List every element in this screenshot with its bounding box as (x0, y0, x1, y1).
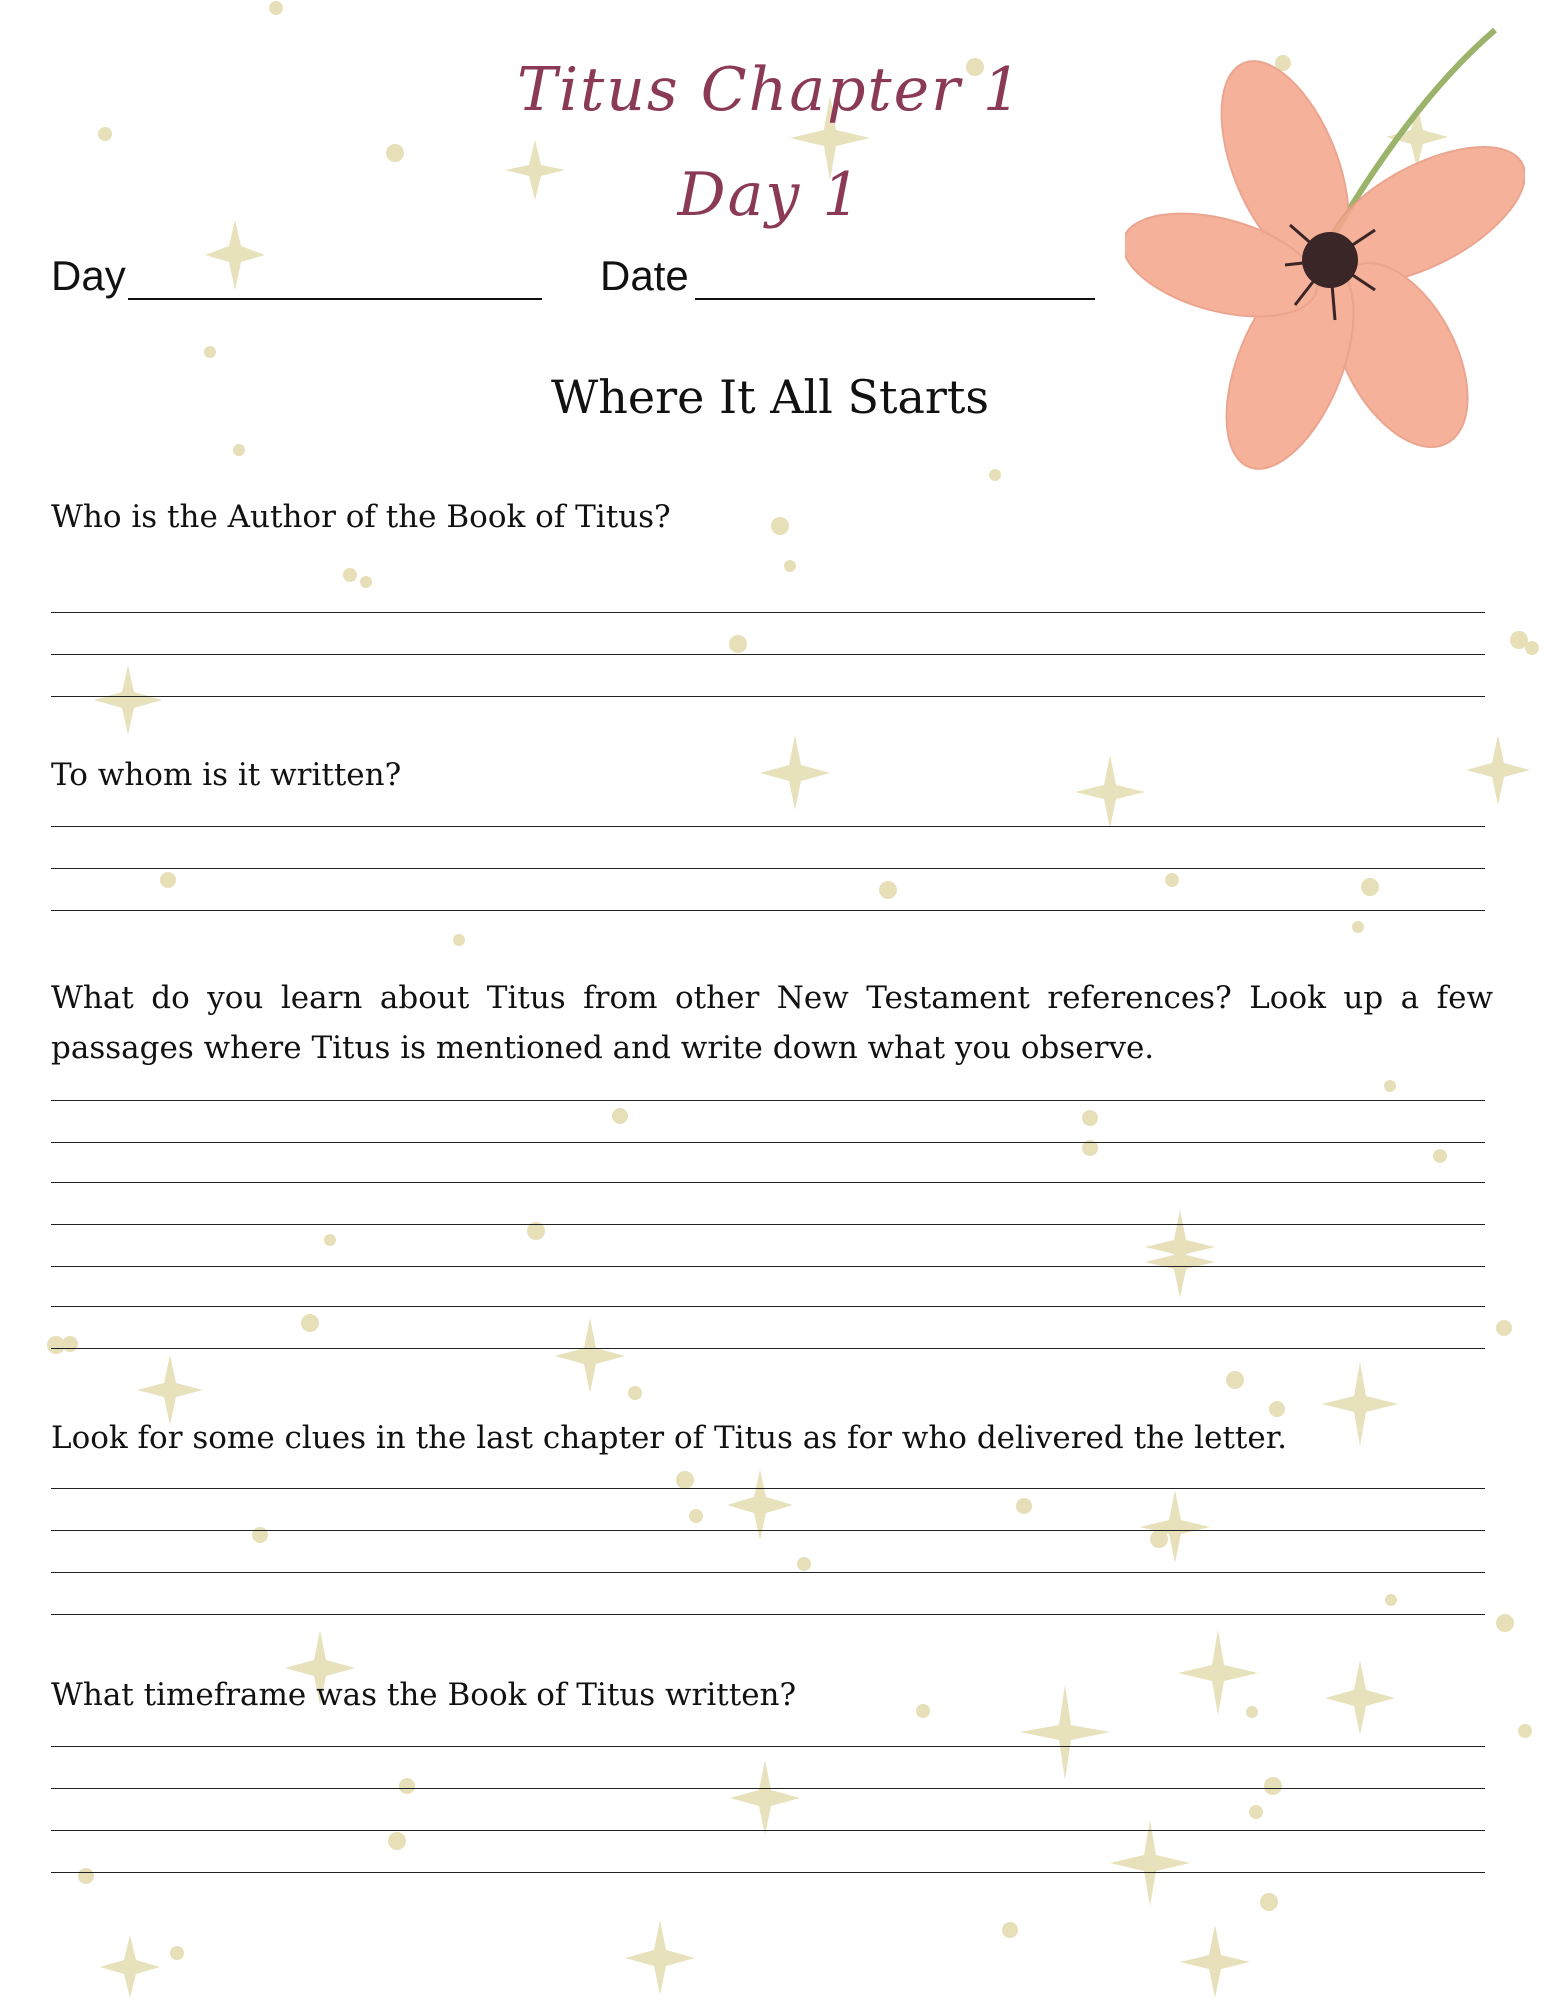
answer-line[interactable] (51, 1614, 1485, 1615)
answer-line[interactable] (51, 910, 1485, 911)
answer-line[interactable] (51, 1746, 1485, 1747)
section-heading: Where It All Starts (550, 370, 989, 424)
answer-line[interactable] (51, 1788, 1485, 1789)
question-author: Who is the Author of the Book of Titus? (51, 499, 671, 535)
page-title: Titus Chapter 1 (516, 55, 1024, 125)
question-recipient: To whom is it written? (51, 757, 402, 793)
answer-line[interactable] (51, 1488, 1485, 1489)
question-references: What do you learn about Titus from other New Testament references? Look up a few passages where Titus is mentioned and write down what you observe. (51, 980, 1493, 1066)
question-delivery: Look for some clues in the last chapter of Titus as for who delivered the letter. (51, 1420, 1287, 1456)
answer-line[interactable] (51, 1530, 1485, 1531)
question-timeframe: What timeframe was the Book of Titus written? (51, 1677, 797, 1713)
day-label: Day (51, 252, 126, 299)
answer-line[interactable] (51, 1182, 1485, 1183)
answer-line[interactable] (51, 696, 1485, 697)
answer-line[interactable] (51, 1306, 1485, 1307)
answer-line[interactable] (51, 1266, 1485, 1267)
answer-line[interactable] (51, 654, 1485, 655)
answer-line[interactable] (51, 868, 1485, 869)
answer-line[interactable] (51, 1872, 1485, 1873)
answer-line[interactable] (51, 1348, 1485, 1349)
date-label: Date (600, 252, 689, 299)
answer-line[interactable] (51, 1142, 1485, 1143)
day-input-line[interactable] (128, 298, 542, 300)
answer-line[interactable] (51, 1100, 1485, 1101)
date-input-line[interactable] (695, 298, 1095, 300)
answer-line[interactable] (51, 826, 1485, 827)
answer-line[interactable] (51, 1224, 1485, 1225)
watercolor-flower-icon (1125, 20, 1525, 470)
answer-line[interactable] (51, 612, 1485, 613)
page-subtitle-day: Day 1 (677, 160, 863, 230)
answer-line[interactable] (51, 1830, 1485, 1831)
answer-line[interactable] (51, 1572, 1485, 1573)
